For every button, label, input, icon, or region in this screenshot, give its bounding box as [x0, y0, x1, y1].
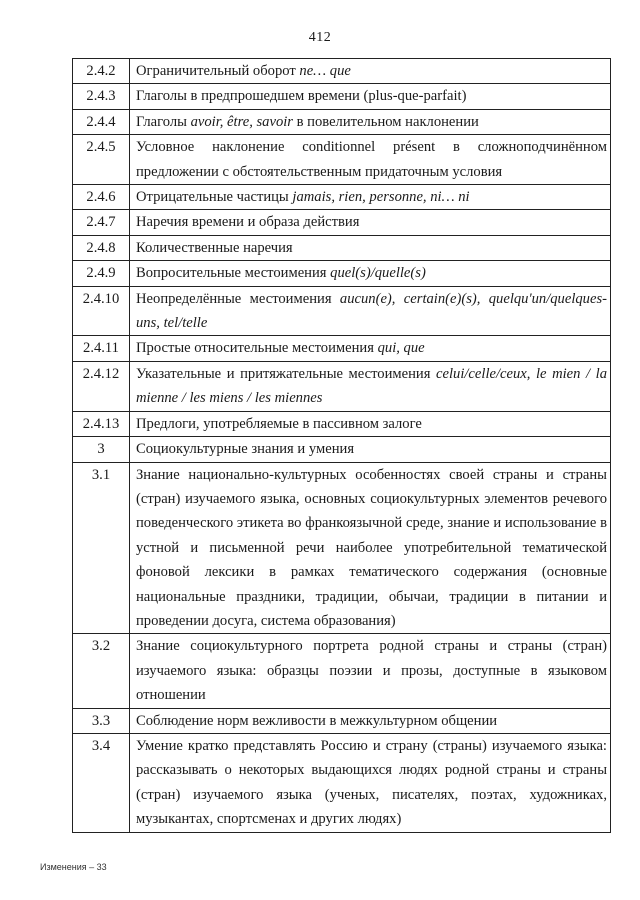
- row-number: 2.4.7: [73, 210, 130, 235]
- row-text-italic: aucun(e), certain(e)(s), quelqu'un/quelques-uns, tel/telle: [136, 290, 607, 332]
- row-text-plain: Простые относительные местоимения: [136, 340, 378, 357]
- row-text-italic: celui/celle/ceux, le mien / la mienne / les miens / les miennes: [136, 365, 607, 407]
- row-text-plain-tail: в повелительном наклонении: [292, 113, 479, 130]
- table-row: [73, 210, 611, 235]
- row-number: 3.2: [73, 634, 130, 708]
- row-number: 2.4.11: [73, 336, 130, 361]
- row-text-plain: Знание социокультурного портрета родной страны и страны (стран) изучаемого языка: образцы поэзии и прозы, доступные в языковом отношении: [136, 638, 607, 704]
- row-text-italic: avoir, être, savoir: [190, 113, 293, 130]
- row-number: 2.4.8: [73, 235, 130, 260]
- row-text: [130, 59, 611, 84]
- table-row: [73, 109, 611, 134]
- row-number: 3.4: [73, 733, 130, 832]
- row-text: [130, 634, 611, 708]
- row-text-plain: Глаголы в предпрошедшем времени (plus-que-parfait): [136, 88, 467, 105]
- row-number: 3.1: [73, 462, 130, 634]
- table-row: [73, 84, 611, 109]
- table-row: [73, 261, 611, 286]
- row-text: [130, 210, 611, 235]
- table-row: [73, 462, 611, 634]
- row-text-plain: Указательные и притяжательные местоимения: [136, 365, 437, 382]
- row-text: [130, 361, 611, 411]
- row-text: [130, 336, 611, 361]
- row-text: [130, 185, 611, 210]
- row-text-italic: jamais, rien, personne, ni… ni: [292, 189, 470, 206]
- row-number: 2.4.4: [73, 109, 130, 134]
- row-text-plain: Умение кратко представлять Россию и страну (страны) изучаемого языка: рассказывать о некоторых выдающихся людях родной страны и страны (стран) изучаемого языка (ученых, писателях, поэтах, художниках, музыкантах, спортсменах и других людях): [136, 737, 607, 828]
- row-text: [130, 235, 611, 260]
- row-text-plain: Условное наклонение conditionnel présent в сложноподчинённом предложении с обстоятельственным придаточным условия: [136, 139, 607, 180]
- row-text-italic: ne… que: [299, 63, 351, 79]
- row-text: [130, 437, 611, 462]
- row-number: 2.4.5: [73, 135, 130, 185]
- row-text-plain: Наречия времени и образа действия: [136, 214, 360, 231]
- table-row: [73, 135, 611, 185]
- row-text: [130, 411, 611, 436]
- table-row: [73, 361, 611, 411]
- row-number: 2.4.2: [73, 59, 130, 84]
- table-row: [73, 336, 611, 361]
- row-text-plain: Социокультурные знания и умения: [136, 441, 355, 458]
- row-text-plain: Отрицательные частицы: [136, 189, 293, 206]
- table-row: [73, 708, 611, 733]
- row-text: [130, 286, 611, 336]
- row-text-plain: Глаголы: [136, 113, 191, 130]
- table-row: [73, 185, 611, 210]
- curriculum-table: [72, 58, 611, 833]
- row-text: [130, 708, 611, 733]
- row-text-plain: Неопределённые местоимения: [136, 290, 340, 307]
- row-text-plain: Количественные наречия: [136, 239, 293, 256]
- row-text-italic: quel(s)/quelle(s): [330, 265, 426, 282]
- page-number: 412: [308, 30, 332, 45]
- row-number: 2.4.13: [73, 411, 130, 436]
- row-number: 2.4.3: [73, 84, 130, 109]
- table-row: [73, 733, 611, 832]
- table-row: [73, 286, 611, 336]
- row-number: 2.4.6: [73, 185, 130, 210]
- row-text-plain: Вопросительные местоимения: [136, 265, 331, 282]
- row-number: 3: [73, 437, 130, 462]
- row-text: [130, 462, 611, 634]
- row-text-plain: Знание национально-культурных особенностях своей страны и страны (стран) изучаемого языка, основных социокультурных элементов речевого поведенческого этикета во франкоязычной среде, знание и использование в устной и письменной речи наиболее употребительной тематической фоновой лексики в рамках тематического содержания (основные национальные праздники, традиции, обычаи, традиции в питании и проведении досуга, система образования): [136, 466, 607, 629]
- page-footer: Изменения – 33: [40, 862, 107, 872]
- table-row: [73, 634, 611, 708]
- table-row: [73, 437, 611, 462]
- row-number: 2.4.12: [73, 361, 130, 411]
- row-text: [130, 135, 611, 185]
- row-text-plain: Предлоги, употребляемые в пассивном залоге: [136, 415, 422, 432]
- row-text: [130, 733, 611, 832]
- table-row: [73, 235, 611, 260]
- row-number: 2.4.9: [73, 261, 130, 286]
- row-number: 2.4.10: [73, 286, 130, 336]
- table-row: [73, 411, 611, 436]
- row-text: [130, 84, 611, 109]
- row-text-italic: qui, que: [377, 340, 425, 357]
- row-text-plain: Ограничительный оборот: [136, 63, 300, 79]
- row-text-plain: Соблюдение норм вежливости в межкультурном общении: [136, 712, 498, 729]
- table-row: [73, 59, 611, 84]
- row-text: [130, 261, 611, 286]
- row-number: 3.3: [73, 708, 130, 733]
- row-text: [130, 109, 611, 134]
